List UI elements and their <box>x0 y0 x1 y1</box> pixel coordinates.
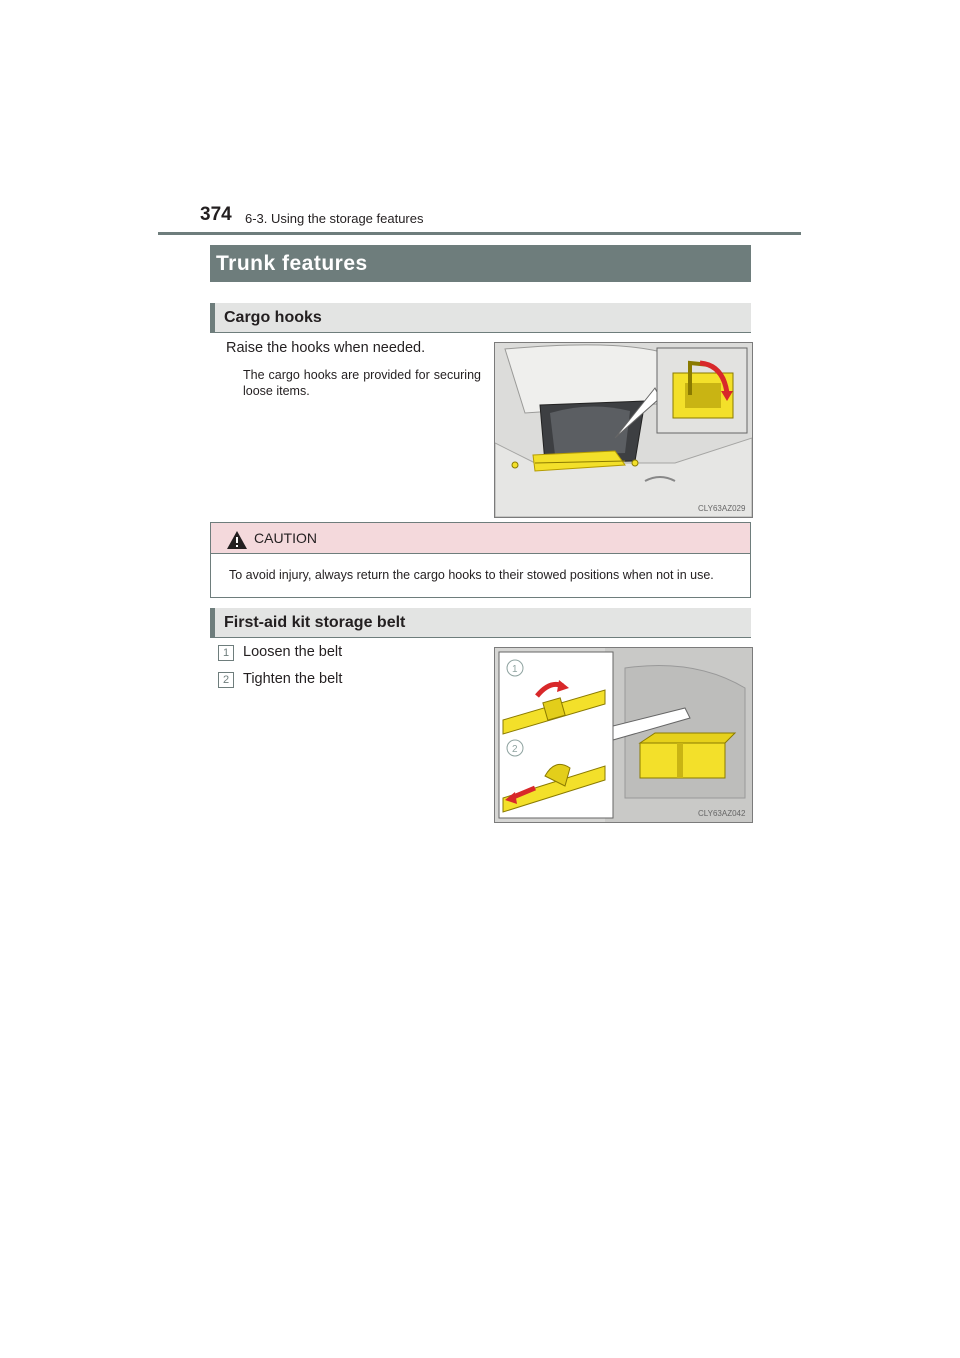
section-header: 6-3. Using the storage features <box>245 211 424 226</box>
step-2-number: 2 <box>218 672 234 688</box>
cargo-hooks-note: The cargo hooks are provided for securing loose items. <box>243 368 481 398</box>
svg-text:2: 2 <box>512 744 518 755</box>
caution-label: CAUTION <box>254 530 317 546</box>
cargo-hooks-instruction: Raise the hooks when needed. <box>226 340 426 356</box>
caution-box <box>210 522 751 598</box>
figure-code: CLY63AZ042 <box>698 809 746 818</box>
cargo-hooks-figure <box>494 342 753 518</box>
page-number: 374 <box>200 204 232 225</box>
svg-text:1: 1 <box>512 664 518 675</box>
step-1-number: 1 <box>218 645 234 661</box>
first-aid-heading: First-aid kit storage belt <box>210 608 751 637</box>
step-1-text: Loosen the belt <box>243 644 343 660</box>
first-aid-figure <box>494 647 753 823</box>
caution-text: To avoid injury, always return the cargo hooks to their stowed positions when not in use. <box>229 568 714 582</box>
warning-icon <box>227 531 247 549</box>
caution-header <box>211 523 750 554</box>
figure-code: CLY63AZ029 <box>698 504 746 513</box>
cargo-hooks-heading: Cargo hooks <box>210 303 751 332</box>
header-rule <box>158 232 801 235</box>
page-title: Trunk features <box>210 245 751 282</box>
step-2-text: Tighten the belt <box>243 671 343 687</box>
